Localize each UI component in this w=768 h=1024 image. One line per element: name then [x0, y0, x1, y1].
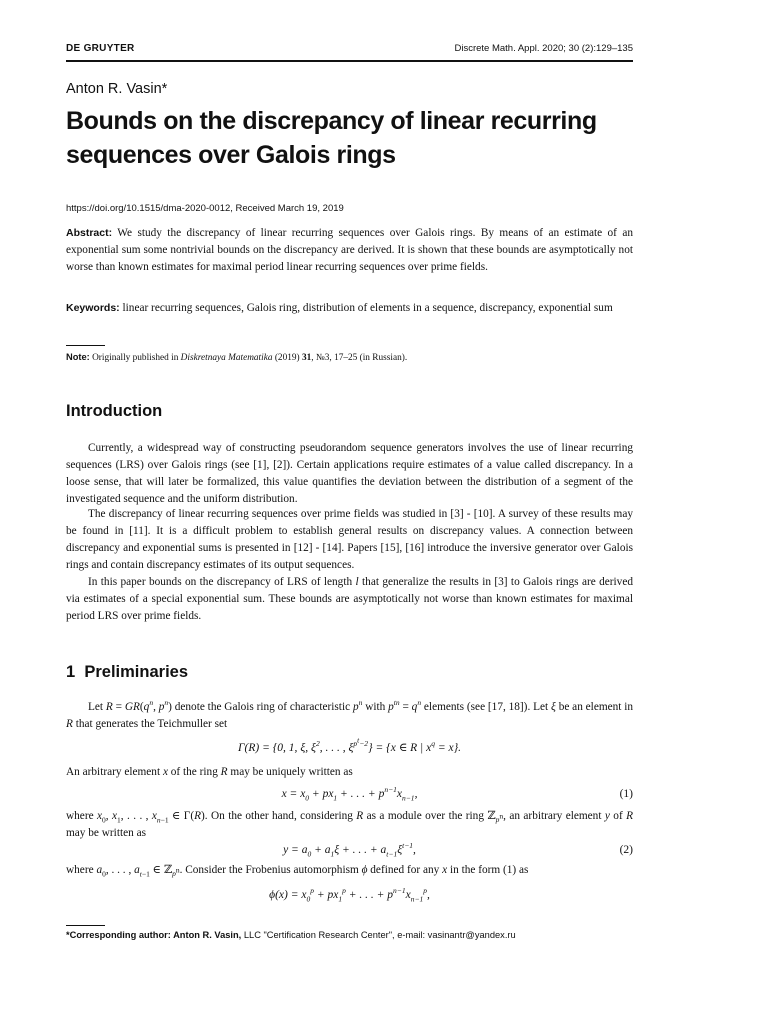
intro-paragraph-3 [66, 574, 633, 625]
prelim-text: Let [88, 701, 104, 713]
arbitrary-element-text: An arbitrary element x of the ring R may be uniquely written as [66, 766, 353, 778]
frobenius-text: where $a_0$, . . . , $a_{t-1}$ ∈ ℤ$_{p^n}$. Consider the Frobenius automorphism ϕ defined for any x in the form (1) as [66, 864, 529, 879]
section-title: Preliminaries [84, 663, 188, 681]
corresponding-author-footnote [66, 930, 516, 940]
keywords-text: linear recurring sequences, Galois ring, distribution of elements in a sequence, discrepancy, exponential sum [122, 302, 613, 314]
equation-number-2: (2) [619, 844, 633, 856]
prelim-text: denote the Galois ring of characteristic [174, 701, 351, 713]
running-header [66, 42, 633, 58]
equation-teichmuller-set: Γ(R) = {0, 1, ξ, $\xi^2$, . . . , $\xi^{p^t-2}\} = \{x$ ∈ R | $x^q = x$}. [237, 735, 462, 754]
note-text-before: Originally published in [92, 353, 179, 363]
abstract-text: We study the discrepancy of linear recurring sequences over Galois rings. By means of an estimate of an exponential sum some nontrivial bounds on the discrepancy are derived. It is shown that these bounds are asymptotically not worse than known estimates for maximal period linear recurring sequences over prime fields. [66, 227, 633, 273]
prelim-text: An arbitrary element [66, 766, 161, 778]
module-paragraph: where $x_0$, $x_1$, . . . , $x_{n-1}$ ∈ Γ(R). On the other hand, considering R as a module over the ring ℤ$_{p^n}$, an arbitrary element y of R may be written as [66, 810, 634, 839]
intro-p3-before: In this paper bounds on the discrepancy of LRS of length [88, 576, 353, 588]
note-text-after: , №3, 17–25 (in Russian). [311, 353, 408, 363]
intro-paragraph-2: The discrepancy of linear recurring sequences over prime fields was studied in [3] - [10]. A survey of these results may be found in [11]. It is a difficult problem to establish general results on discrepancy values. A connection between discrepancy and exponential sums is presented in [12] - [14]. Papers [15], [16] introduce the inversive generator over Galois rings and contain discrepancy estimates of its output sequences. [66, 508, 633, 571]
abstract [66, 225, 633, 276]
title-line-2: sequences over Galois rings [66, 141, 396, 169]
prelim-text: , an arbitrary element [503, 810, 602, 822]
prelim-text: as a module over the ring [366, 810, 484, 822]
section-heading-preliminaries [66, 663, 188, 682]
length-variable: l [355, 576, 359, 588]
note-journal: Diskretnaya Matematika [180, 353, 273, 363]
note-label: Note: [66, 352, 90, 362]
doi-link[interactable]: https://doi.org/10.1515/dma-2020-0012, Received March 19, 2019 [66, 203, 344, 214]
equation-2: $y = a_0 + a_1\xi$ + . . . + $a_{t-1}\xi^{t-1}$, (2) [283, 841, 633, 859]
section-number: 1 [66, 663, 76, 681]
publication-note [66, 352, 407, 363]
prelim-text: . On the other hand, considering [204, 810, 353, 822]
paper-title [66, 104, 646, 172]
note-volume: 31 [301, 353, 312, 363]
prelim-text: defined for any [370, 864, 440, 876]
prelim-text: with [365, 701, 386, 713]
prelim-text: be an element in [558, 701, 634, 713]
keywords [66, 300, 633, 317]
prelim-text: of [613, 810, 623, 822]
footnote-text: LLC "Certification Research Center", e-mail: vasinantr@yandex.ru [243, 930, 516, 940]
prelim-text: . Consider the Frobenius automorphism [179, 864, 359, 876]
prelim-text: that generates the Teichmuller set [75, 718, 228, 730]
prelim-text: where [66, 810, 94, 822]
title-line-1: Bounds on the discrepancy of linear recurring [66, 107, 597, 135]
prelim-text: of the ring [170, 766, 218, 778]
footnote-rule [66, 925, 105, 926]
header-rule [66, 60, 633, 62]
note-year: (2019) [274, 353, 300, 363]
prelim-text: may be written as [66, 827, 146, 839]
prelim-text: elements (see [17, 18]). Let [423, 701, 549, 713]
keywords-label: Keywords: [66, 302, 120, 314]
author-name: Anton R. Vasin* [66, 81, 168, 97]
equation-frobenius: $\phi(x) = x_0^p + px_1^p$ + . . . + $p^{n-1}x_{n-1}^p$, [269, 886, 430, 904]
publisher-logo: DE GRUYTER [66, 43, 135, 54]
prelim-text: may be uniquely written as [230, 766, 353, 778]
note-rule [66, 345, 105, 346]
journal-citation: Discrete Math. Appl. 2020; 30 (2):129–135 [454, 43, 633, 54]
intro-p3-after: that generalize the results in [3] to Galois rings are derived via estimates of a special exponential sum. These bounds are asymptotically not worse than known estimates for maximal period LRS over prime fields. [66, 576, 633, 622]
intro-paragraph-1: Currently, a widespread way of constructing pseudorandom sequence generators involves the use of linear recurring sequences (LRS) over Galois rings (see [1], [2]). Certain applications require estimates of a value called discrepancy. In a loose sense, that will later be formalized, this value quantifies the deviation between the distribution of a segment of the investigated sequence and the uniform distribution. [66, 442, 633, 505]
prelim-paragraph-1: Let $R = GR(q^n$, $p^n$) denote the Galois ring of characteristic $p^n$ with $p^{tn} = q^n$ elements (see [17, 18]). Let ξ be an element in R that generates the Teichmuller set [66, 698, 634, 730]
abstract-label: Abstract: [66, 227, 113, 239]
equation-1: $x = x_0 + px_1$ + . . . + $p^{n-1}x_{n-1}$, (1) [281, 785, 633, 803]
equation-number-1: (1) [619, 788, 633, 800]
prelim-text: in the form (1) as [449, 864, 529, 876]
footnote-label: *Corresponding author: Anton R. Vasin, [66, 930, 242, 940]
section-heading-introduction: Introduction [66, 402, 163, 420]
prelim-text: where [66, 864, 94, 876]
